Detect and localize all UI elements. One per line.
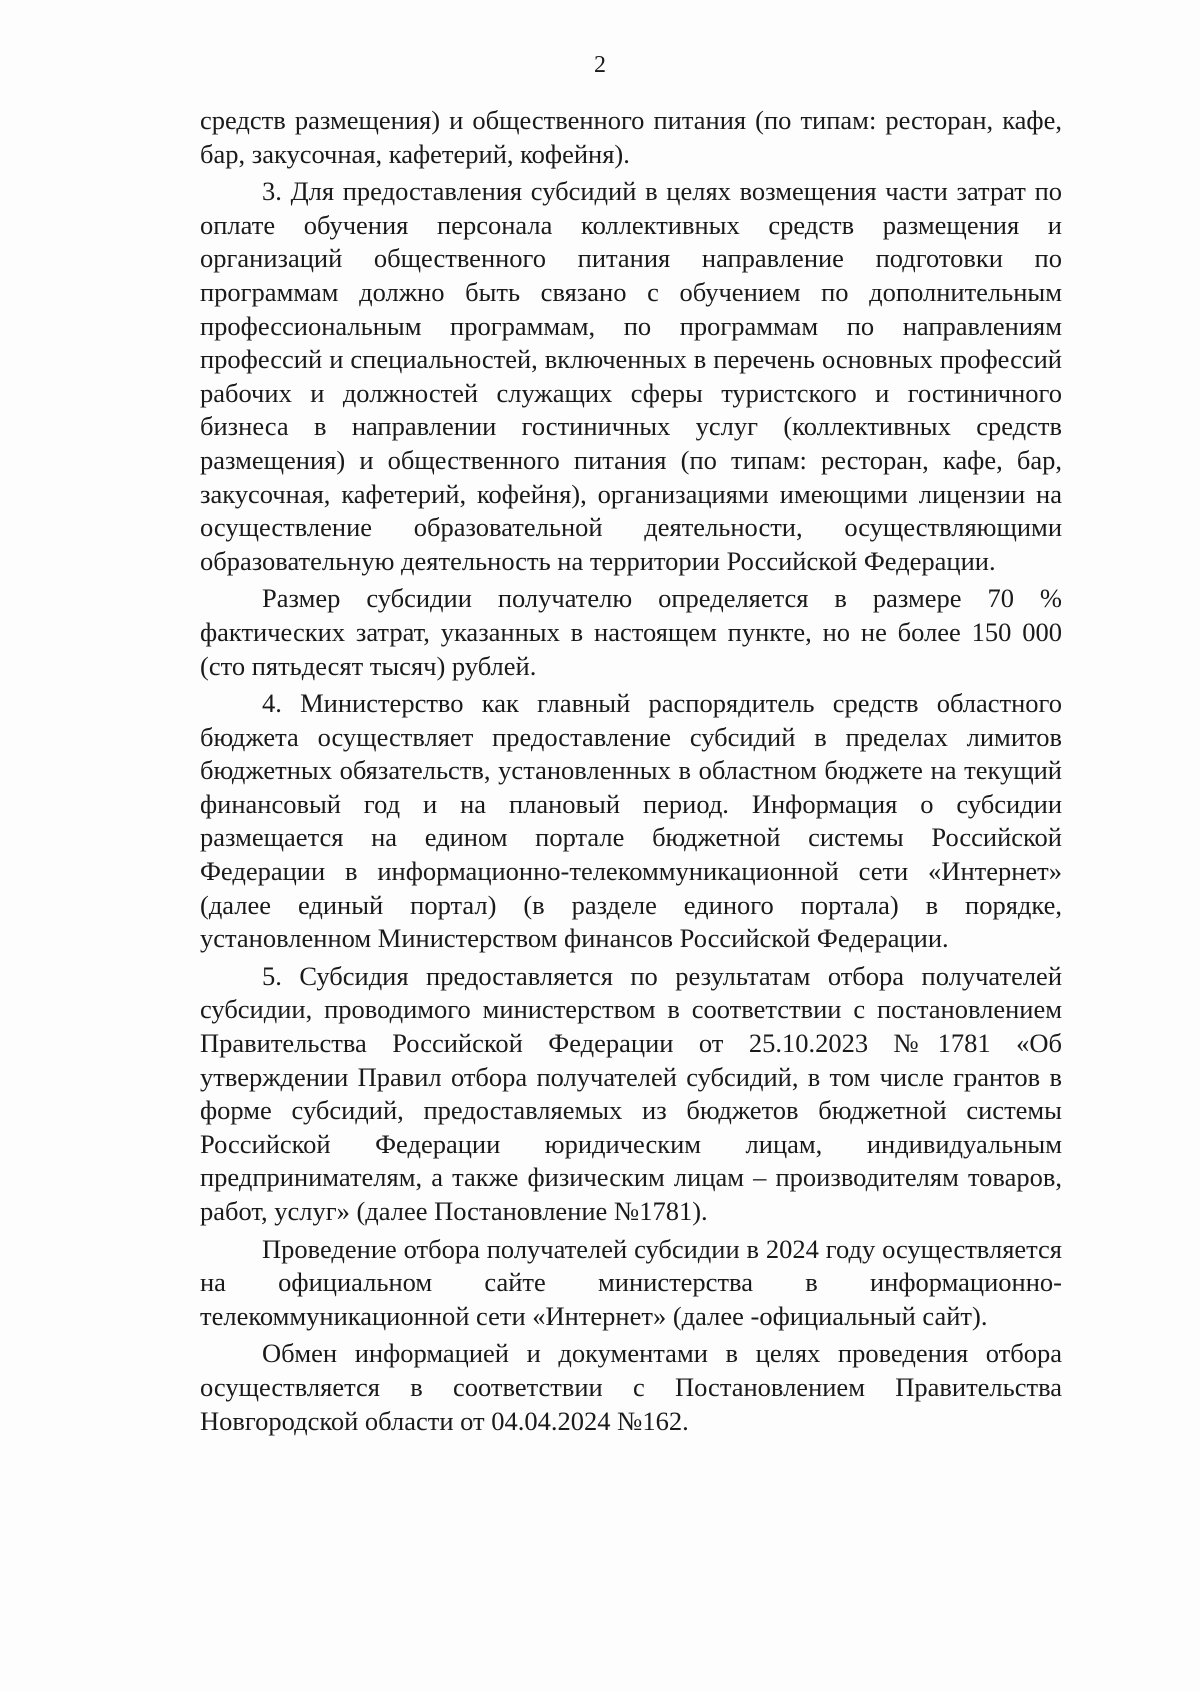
paragraph-continuation: средств размещения) и общественного питания (по типам: ресторан, кафе, бар, закусочная, кафетерий, кофейня). (200, 105, 1062, 169)
paragraph-item-3: 3. Для предоставления субсидий в целях возмещения части затрат по оплате обучения персонала коллективных средств размещения и организаций общественного питания направление подготовки по программам должно быть связано с обучением по дополнительным профессиональным программам, по программам по направлениям профессий и специальностей, включенных в перечень основных профессий рабочих и должностей служащих сферы туристского и гостиничного бизнеса в направлении гостиничных услуг (коллективных средств размещения) и общественного питания (по типам: ресторан, кафе, бар, закусочная, кафетерий, кофейня), организациями имеющими лицензии на осуществление образовательной деятельности, осуществляющими образовательную деятельность на территории Российской Федерации. (200, 176, 1062, 576)
paragraph-information-exchange: Обмен информацией и документами в целях проведения отбора осуществляется в соответствии с Постановлением Правительства Новгородской области от 04.04.2024 №162. (200, 1338, 1062, 1436)
paragraph-item-5: 5. Субсидия предоставляется по результатам отбора получателей субсидии, проводимого министерством в соответствии с постановлением Правительства Российской Федерации от 25.10.2023 №1781 «Об утверждении Правил отбора получателей субсидий, в том числе грантов в форме субсидий, предоставляемых из бюджетов бюджетной системы Российской Федерации юридическим лицам, индивидуальным предпринимателям, а также физическим лицам – производителям товаров, работ, услуг» (далее Постановление №1781). (200, 960, 1062, 1226)
page-number: 2 (594, 52, 606, 78)
paragraph-selection-procedure: Проведение отбора получателей субсидии в 2024 году осуществляется на официальном сайте министерства в информационно-телекоммуникационной сети «Интернет» (далее -официальный сайт). (200, 1233, 1062, 1331)
paragraph-subsidy-amount: Размер субсидии получателю определяется в размере 70 % фактических затрат, указанных в настоящем пункте, но не более 150 000 (сто пятьдесят тысяч) рублей. (200, 583, 1062, 681)
document-body (200, 104, 1062, 1438)
paragraph-item-4: 4. Министерство как главный распорядитель средств областного бюджета осуществляет предоставление субсидий в пределах лимитов бюджетных обязательств, установленных в областном бюджете на текущий финансовый год и на плановый период. Информация о субсидии размещается на едином портале бюджетной системы Российской Федерации в информационно-телекоммуникационной сети «Интернет» (далее единый портал) (в разделе единого портала) в порядке, установленном Министерством финансов Российской Федерации. (200, 688, 1062, 954)
